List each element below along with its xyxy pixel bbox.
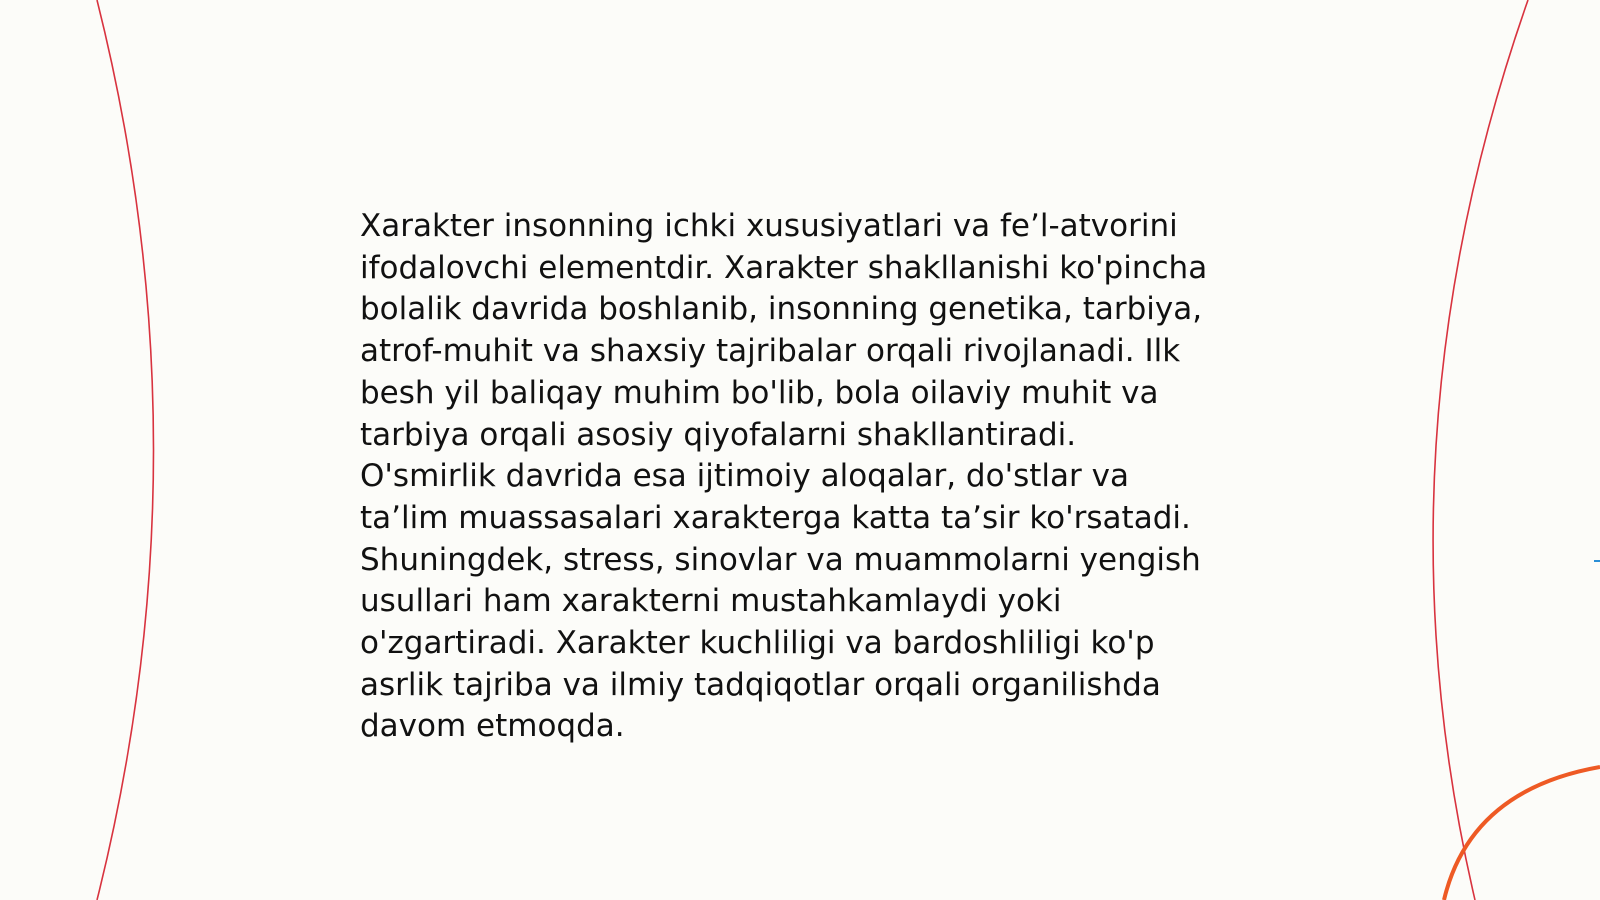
paragraph-line: besh yil baliqay muhim bo'lib, bola oilaviy muhit va: [360, 374, 1159, 411]
paragraph-line: o'zgartiradi. Xarakter kuchliligi va bardoshliligi ko'p: [360, 625, 1155, 662]
left-curved-line: [97, 0, 154, 900]
paragraph-line: atrof-muhit va shaxsiy tajribalar orqali rivojlanadi. Ilk: [360, 333, 1181, 370]
paragraph-line: asrlik tajriba va ilmiy tadqiqotlar orqali organilishda: [360, 666, 1161, 703]
paragraph-line: tarbiya orqali asosiy qiyofalarni shakllantiradi.: [360, 416, 1077, 453]
body-paragraph: [360, 206, 1260, 748]
paragraph-line: usullari ham xarakterni mustahkamlaydi yoki: [360, 583, 1062, 620]
paragraph-line: ta’lim muassasalari xarakterga katta ta’sir ko'rsatadi.: [360, 499, 1191, 536]
right-curved-line: [1433, 0, 1528, 900]
paragraph-line: Shuningdek, stress, sinovlar va muammolarni yengish: [360, 541, 1201, 578]
orange-arc: [1444, 767, 1600, 900]
paragraph-line: bolalik davrida boshlanib, insonning genetika, tarbiya,: [360, 291, 1203, 328]
paragraph-line: davom etmoqda.: [360, 708, 625, 745]
paragraph-line: Xarakter insonning ichki xususiyatlari va fe’l-atvorini: [360, 208, 1178, 244]
paragraph-line: O'smirlik davrida esa ijtimoiy aloqalar, do'stlar va: [360, 458, 1129, 495]
paragraph-line: ifodalovchi elementdir. Xarakter shakllanishi ko'pincha: [360, 249, 1208, 286]
